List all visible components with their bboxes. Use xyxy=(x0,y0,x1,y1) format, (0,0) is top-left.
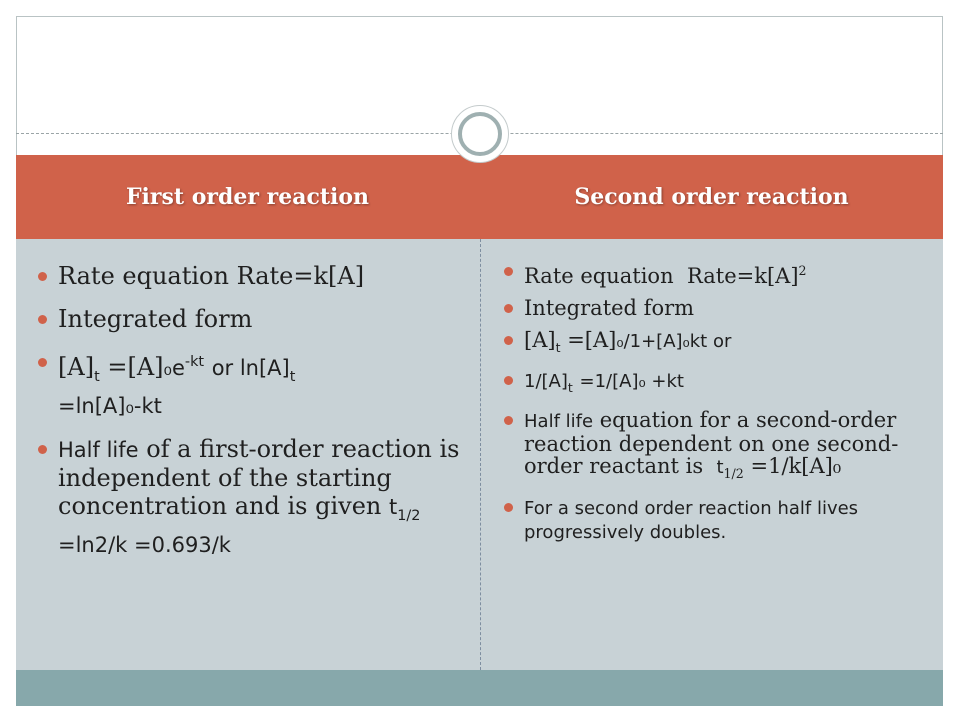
eq-a-sub: t xyxy=(94,368,100,385)
list-item xyxy=(490,369,930,399)
list-item xyxy=(24,348,474,420)
list-item xyxy=(490,409,930,485)
integrated-label: Integrated form xyxy=(58,305,253,333)
list-item xyxy=(490,329,930,359)
half-life-t: t xyxy=(389,494,398,519)
list-item xyxy=(24,305,474,333)
eq1-a: [A] xyxy=(524,328,556,352)
eq1-rest: =[A] xyxy=(567,328,617,352)
list-item xyxy=(490,496,930,544)
eq-a: [A] xyxy=(58,353,95,381)
half-life-text: equation for a second-order reaction dependent on one second-order reactant is xyxy=(524,408,899,479)
half-life-sub: 1/2 xyxy=(723,466,744,482)
column-divider xyxy=(480,239,481,670)
eq-or-sub: t xyxy=(289,368,296,385)
rate-equation: Rate=k[A] xyxy=(686,264,799,288)
eq1-rest-sans: ₀/1+[A]₀kt or xyxy=(616,331,732,352)
second-order-list xyxy=(490,260,930,554)
half-life-label: Half life xyxy=(524,411,594,433)
half-life-label: Half life xyxy=(58,437,139,462)
half-life-sub: 1/2 xyxy=(397,507,421,524)
eq-or: or ln[A] xyxy=(211,356,290,380)
rate-exp: 2 xyxy=(798,263,807,278)
table-footer-row xyxy=(16,670,943,706)
eq2-rest: =1/[A]₀ +kt xyxy=(579,371,684,393)
rate-equation: Rate=k[A] xyxy=(236,262,365,290)
first-order-list xyxy=(24,262,474,574)
list-item xyxy=(24,262,474,290)
eq-e: e xyxy=(171,356,185,380)
header-second-order: Second order reaction xyxy=(574,184,849,210)
eq-zero: ₀ xyxy=(163,356,172,380)
integrated-label: Integrated form xyxy=(524,296,695,320)
ring-inner xyxy=(458,112,502,156)
rate-label: Rate equation xyxy=(58,262,229,290)
eq-eq: =[A] xyxy=(107,353,164,381)
half-life-note: For a second order reaction half lives progressively doubles. xyxy=(524,497,859,543)
header-first-order: First order reaction xyxy=(125,184,370,210)
list-item xyxy=(24,435,474,559)
eq2-sub: t xyxy=(567,380,573,396)
eq-exp: -kt xyxy=(184,354,205,370)
list-item xyxy=(490,297,930,319)
rate-label: Rate equation xyxy=(524,264,674,288)
eq2-a: 1/[A] xyxy=(524,371,568,393)
eq-line2: =ln[A]₀-kt xyxy=(58,393,162,418)
half-life-formula: =1/k[A]₀ xyxy=(750,454,842,479)
half-life-text: of a first-order reaction is independent of the starting concentration and is given xyxy=(58,434,460,520)
list-item xyxy=(490,260,930,287)
eq1-sub: t xyxy=(555,340,561,356)
half-life-t: t xyxy=(716,457,724,479)
half-life-formula: =ln2/k =0.693/k xyxy=(58,532,231,557)
